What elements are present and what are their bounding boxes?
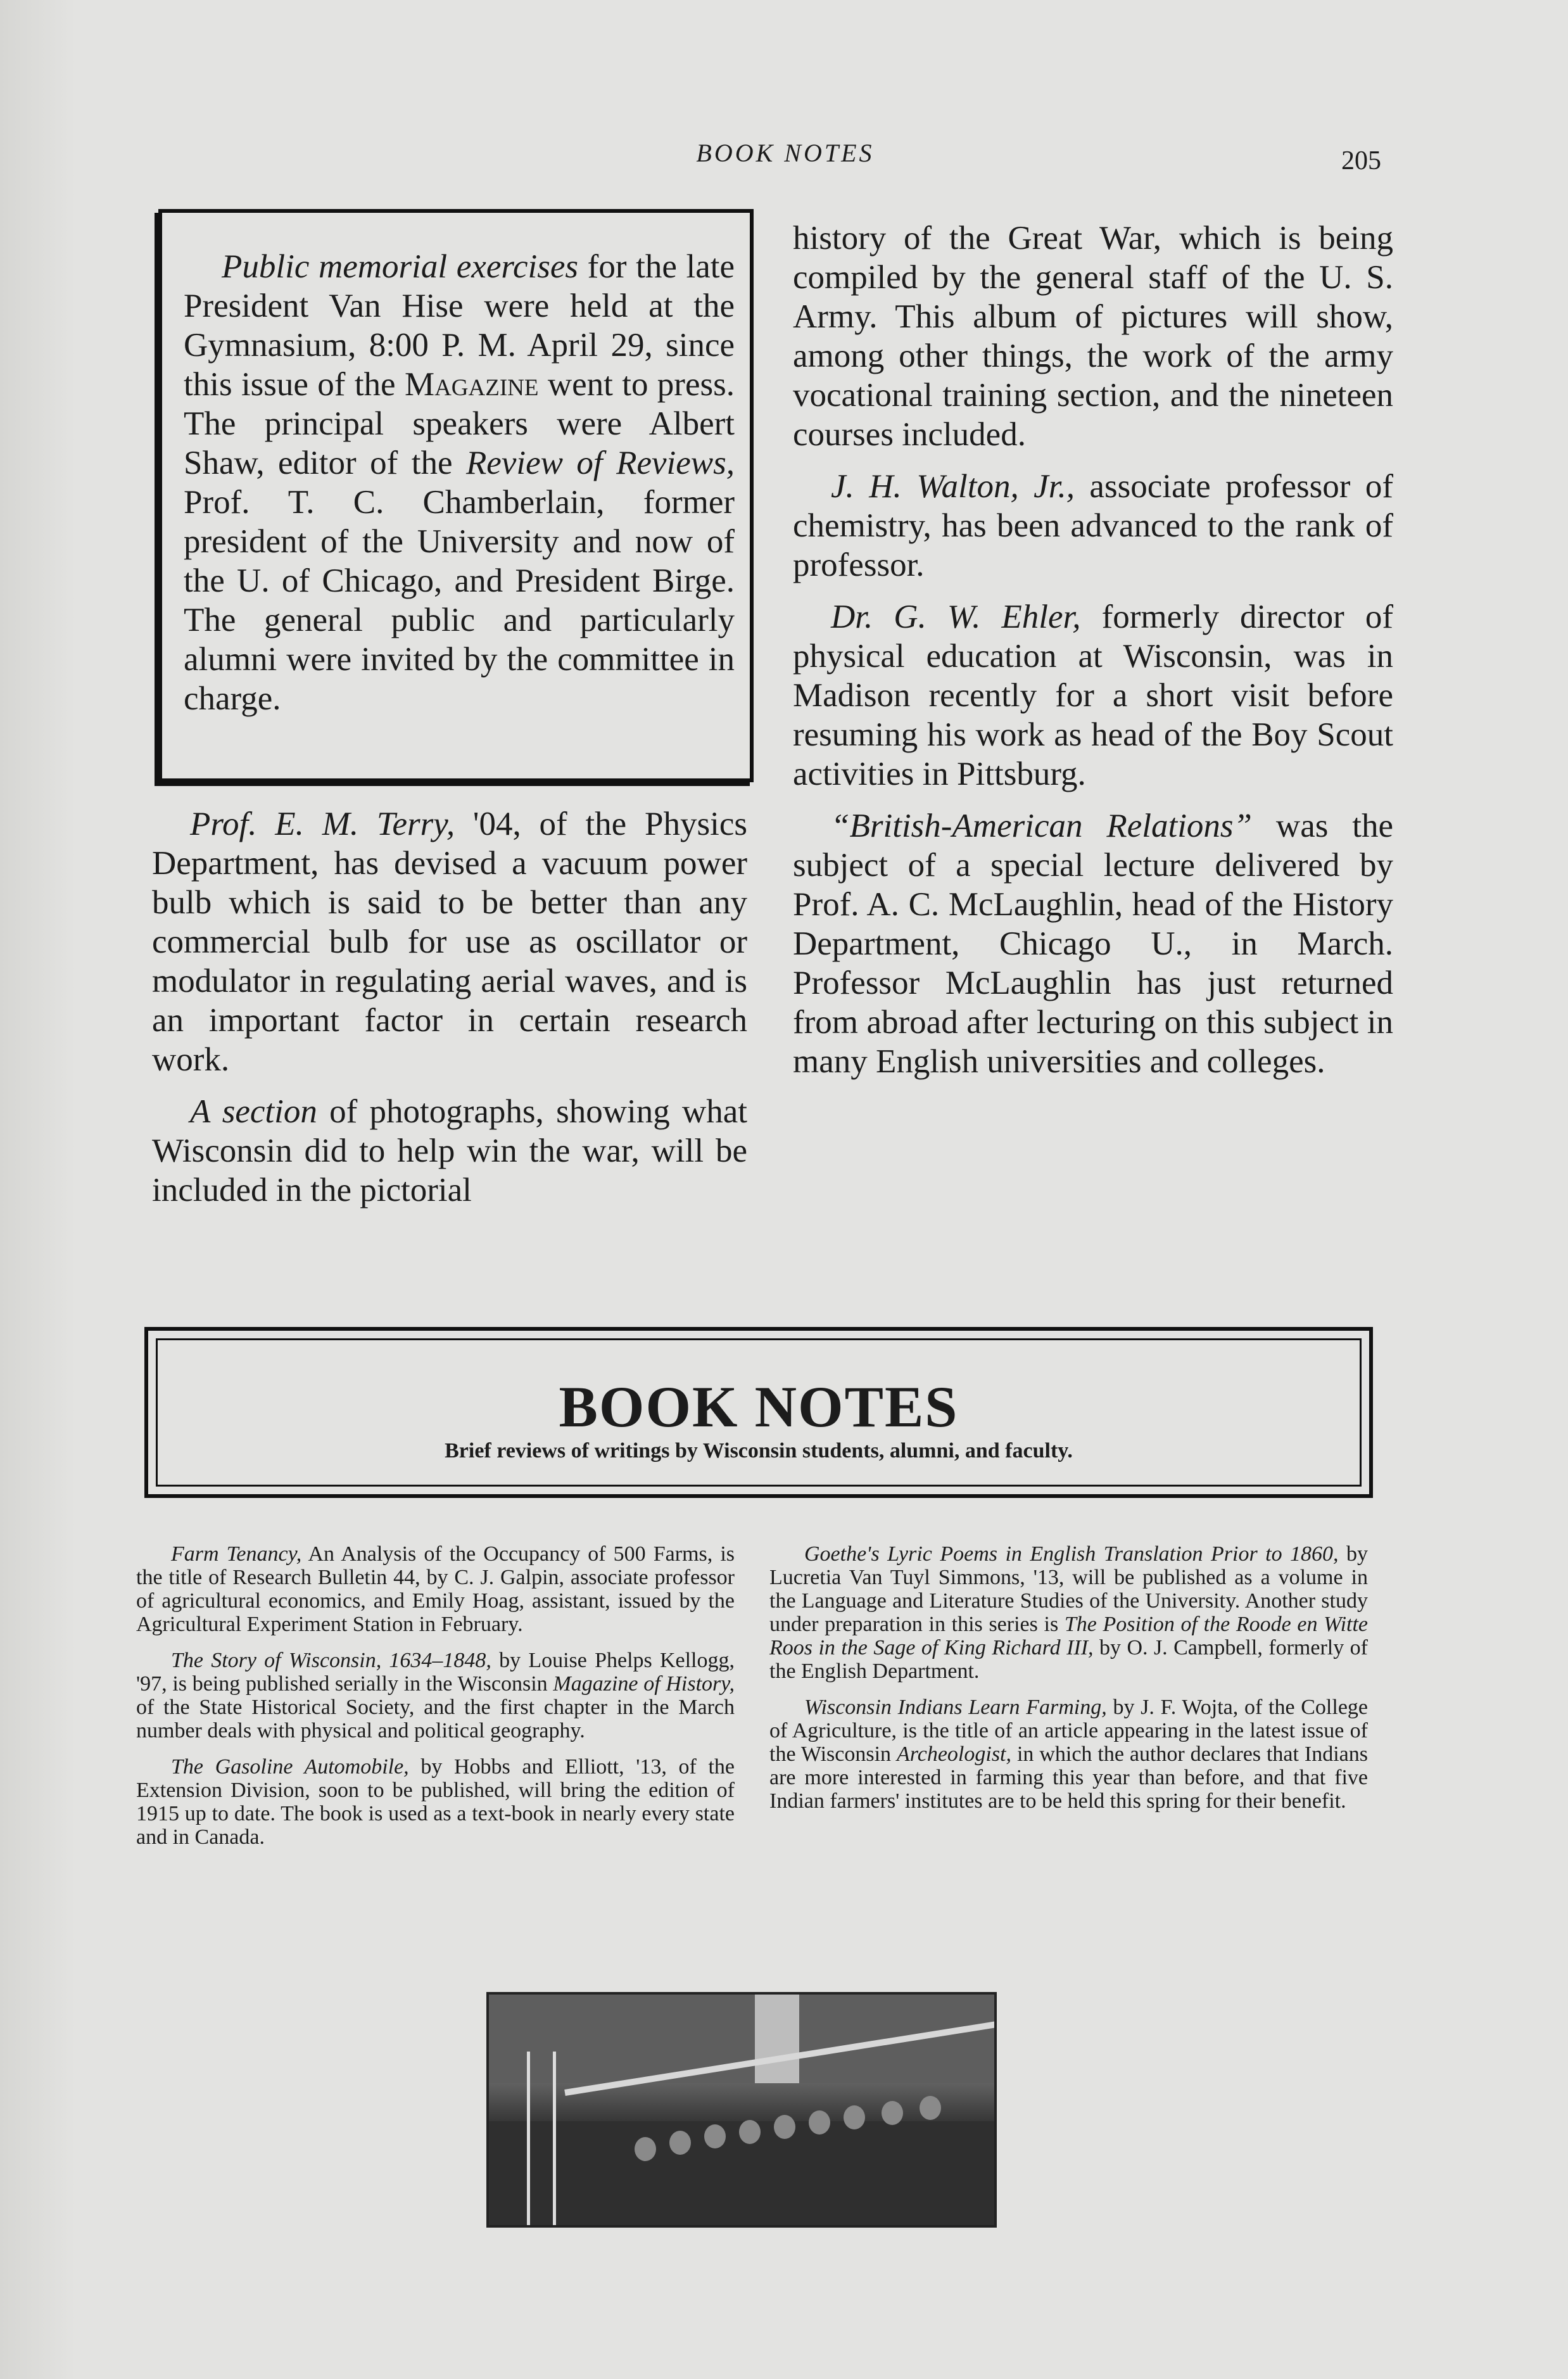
- memorial-text-a: for the late President Van Hise were held at the Gymnasium, 8:00 P. M. April 29, since this issue of the: [184, 248, 735, 403]
- running-head: BOOK NOTES: [696, 139, 875, 167]
- section-text: of photographs, showing what Wisconsin did to help win the war, will be included in the pictorial: [152, 1093, 748, 1209]
- magazine-word: Magazine: [404, 366, 539, 403]
- memorial-lead: Public memorial exercises: [222, 248, 579, 285]
- walton-lead: J. H. Walton, Jr.,: [831, 468, 1075, 505]
- goethe-italic: The Position of the Roode en Witte Roos in the Sage of King Richard III,: [769, 1613, 1369, 1659]
- terry-lead: Prof. E. M. Terry,: [190, 806, 455, 842]
- photo-swimmer: [882, 2101, 903, 2125]
- story-text-a: by Louise Phelps Kellogg, '97, is being published serially in the Wisconsin: [136, 1649, 735, 1696]
- swimming-pool-photo: [486, 1992, 997, 2228]
- section-lead: A section: [190, 1093, 317, 1130]
- photo-swimmer: [704, 2124, 726, 2148]
- story-of-wisconsin-note: [136, 1649, 735, 1742]
- photo-swimmer: [774, 2115, 795, 2139]
- indians-text-b: in which the author declares that Indians are more interested in farming this year than before, and that five Indian farmers' institutes are to be held this spring for their benefit.: [769, 1742, 1368, 1813]
- photo-ladder: [527, 2052, 556, 2228]
- terry-text: '04, of the Physics Department, has devised a vacuum power bulb which is said to be better than any commercial bulb for use as oscillator or modulator in regulating aerial waves, and is an important factor in certain research work.: [152, 806, 747, 1078]
- photo-swimmer: [635, 2137, 656, 2161]
- gasoline-text: by Hobbs and Elliott, '13, of the Extension Division, soon to be published, will bring the edition of 1915 up to date. The book is used as a text-book in nearly every state and in Canada.: [136, 1755, 735, 1849]
- section-paragraph: [152, 1092, 747, 1210]
- photo-swimmer: [739, 2120, 761, 2144]
- goethe-lead: Goethe's Lyric Poems in English Translation Prior to 1860,: [804, 1542, 1339, 1566]
- walton-text: associate professor of chemistry, has been advanced to the rank of professor.: [793, 468, 1394, 583]
- farm-tenancy-text: An Analysis of the Occupancy of 500 Farms, is the title of Research Bulletin 44, by C. J. Galpin, associate professor of agricultural economics, and Emily Hoag, assistant, issued by the Agricultural Experiment Station in February.: [136, 1542, 735, 1636]
- british-paragraph: [793, 806, 1393, 1081]
- goethe-text-b: by O. J. Campbell, formerly of the English Department.: [769, 1636, 1368, 1683]
- farm-tenancy-lead: Farm Tenancy,: [171, 1542, 302, 1566]
- photo-swimmer: [669, 2131, 691, 2155]
- story-text-b: of the State Historical Society, and the first chapter in the March number deals with physical and political geography.: [136, 1696, 735, 1742]
- memorial-text-c: Prof. T. C. Chamberlain, former president of the University and now of the U. of Chicago, and President Birge. The general public and particularly alumni were invited by the committee in charge.: [184, 484, 735, 717]
- book-notes-subtitle: Brief reviews of writings by Wisconsin students, alumni, and faculty.: [445, 1439, 1073, 1462]
- page-edge: [0, 0, 76, 2379]
- terry-paragraph: [152, 804, 747, 1079]
- page-number: 205: [1341, 146, 1381, 175]
- photo-swimmer: [844, 2105, 865, 2129]
- gasoline-automobile-note: [136, 1755, 735, 1849]
- ehler-text: formerly director of physical education at Wisconsin, was in Madison recently for a short visit before resuming his work as head of the Boy Scout activities in Pittsburg.: [793, 599, 1393, 792]
- indians-text-a: by J. F. Wojta, of the College of Agriculture, is the title of an article appearing in the latest issue of the Wisconsin: [769, 1696, 1368, 1766]
- left-column-lower: [152, 804, 747, 1222]
- indians-italic: Archeologist,: [897, 1742, 1011, 1766]
- book-notes-title: BOOK NOTES: [559, 1374, 959, 1439]
- walton-paragraph: [793, 467, 1393, 585]
- farm-tenancy-note: [136, 1542, 735, 1636]
- photo-swimmer: [920, 2096, 941, 2120]
- ehler-paragraph: [793, 597, 1393, 794]
- indians-farming-note: [769, 1696, 1368, 1813]
- gasoline-lead: The Gasoline Automobile,: [171, 1755, 409, 1779]
- ehler-lead: Dr. G. W. Ehler,: [831, 599, 1081, 635]
- story-lead: The Story of Wisconsin, 1634–1848,: [171, 1649, 491, 1672]
- british-lead: “British-American Relations”: [831, 808, 1253, 844]
- photo-swimmer: [809, 2110, 830, 2135]
- british-text: was the subject of a special lecture delivered by Prof. A. C. McLaughlin, head of the History Department, Chicago U., in March. Professor McLaughlin has just returned from abroad after lecturing on this subject in many English universities and colleges.: [793, 808, 1393, 1080]
- goethe-text-a: by Lucretia Van Tuyl Simmons, '13, will be published as a volume in the Language and Literature Studies of the University. Another study under preparation in this series is: [769, 1542, 1369, 1636]
- book-notes-left-column: [136, 1542, 735, 1862]
- memorial-text-b: went to press. The principal speakers were Albert Shaw, editor of the: [184, 366, 735, 481]
- indians-lead: Wisconsin Indians Learn Farming,: [804, 1696, 1107, 1719]
- right-column: [793, 219, 1393, 1094]
- photo-window: [755, 1995, 799, 2083]
- review-of-reviews: Review of Reviews,: [465, 445, 735, 481]
- story-italic: Magazine of History,: [553, 1672, 735, 1696]
- book-notes-right-column: [769, 1542, 1368, 1825]
- goethe-note: [769, 1542, 1368, 1683]
- continuation-paragraph: history of the Great War, which is being compiled by the general staff of the U. S. Army. This album of pictures will show, among other things, the work of the army vocational training section, and the nineteen courses included.: [793, 220, 1393, 453]
- memorial-notice: [184, 247, 735, 731]
